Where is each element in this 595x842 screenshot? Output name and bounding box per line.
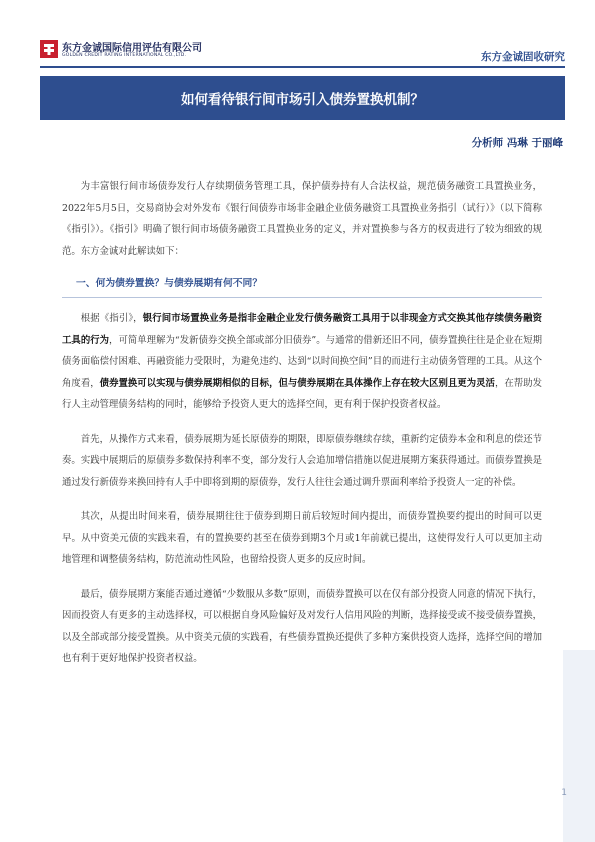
p1-text-a: 根据《指引》， [80,313,143,324]
paragraph-consent: 最后，债券展期方案能否通过遵循“少数服从多数”原则，而债券置换可以在仅有部分投资人同意的情况下执行，因而投资人有更多的主动选择权，可以根据自身风险偏好及对发行人信用风险的判断，选择接受或不接受债券置换，以及全部或部分接受置换。从中资美元债的实践看，有些债券置换还提供了多种方案供投资人选择，选择空间的增加也有利于更好地保护投资者权益。 [62,588,542,664]
header-divider [40,66,565,68]
paragraph-definition [62,308,542,416]
section-heading-1: 一、何为债券置换？与债券展期有何不同？ [76,278,263,289]
p1-text-e: ，在帮助发行人主动管理债务结构的同时，能够给予投资人更大的选择空间，更有利于保护投资者权益。 [62,377,542,410]
p1-bold-definition: 银行间市场置换业务是指非金融企业发行债务融资工具用于以非现金方式交换其他存续债务融资工具的行为 [62,313,542,346]
p1-text-c: ，可简单理解为“发新债券交换全部或部分旧债券”。与通常的借新还旧不同，债券置换往往是企业在短期债务面临偿付困难、再融资能力受限时，为避免违约、达到“以时间换空间”目的而进行主动债务管理的工具。从这个角度看， [62,334,542,389]
p1-bold-comparison: 债券置换可以实现与债券展期相似的目标，但与债券展期在具体操作上存在较大区别且更为灵活 [99,377,495,389]
intro-paragraph: 为丰富银行间市场债券发行人存续期债务管理工具，保护债券持有人合法权益，规范债务融资工具置换业务，2022年5月5日，交易商协会对外发布《银行间债券市场非金融企业债务融资工具置换业务指引（试行）》（以下简称《指引》）。《指引》明确了银行间市场债务融资工具置换业务的定义，并对置换参与各方的权责进行了较为细致的规范。东方金诚对此解读如下： [62,181,542,257]
page-title: 如何看待银行间市场引入债券置换机制？ [181,92,424,108]
header-brand: 东方金诚固收研究 [481,51,565,63]
page-header [0,0,595,70]
document-body [62,176,542,683]
paragraph-timing: 其次，从提出时间来看，债券展期往往于债券到期日前后较短时间内提出，而债券置换要约提出的时间可以更早。从中资美元债的实践来看，有的置换要约甚至在债券到期3个月或1年前就已提出，这使得发行人可以更加主动地管理和调整债务结构，防范流动性风险，也留给投资人更多的反应时间。 [62,511,542,565]
section-divider [62,297,542,298]
title-banner [40,76,565,120]
company-logo-icon [40,40,58,58]
author-line: 分析师 冯琳 于丽峰 [471,137,563,149]
page-side-bar [563,650,595,842]
company-name-cn: 东方金诚国际信用评估有限公司 [62,43,202,54]
company-name-en: GOLDEN CREDIT RATING INTERNATIONAL CO.,LTD. [62,53,187,58]
page-number: 1 [561,788,567,798]
paragraph-operation: 首先，从操作方式来看，债券展期为延长原债券的期限，即原债券继续存续，重新约定债券本金和利息的偿还节奏。实践中展期后的原债券多数保持利率不变，部分发行人会追加增信措施以促进展期方案获得通过。而债券置换是通过发行新债券来换回持有人手中即将到期的原债券，发行人往往会通过调升票面利率给予投资人一定的补偿。 [62,433,542,488]
company-logo [40,38,240,64]
